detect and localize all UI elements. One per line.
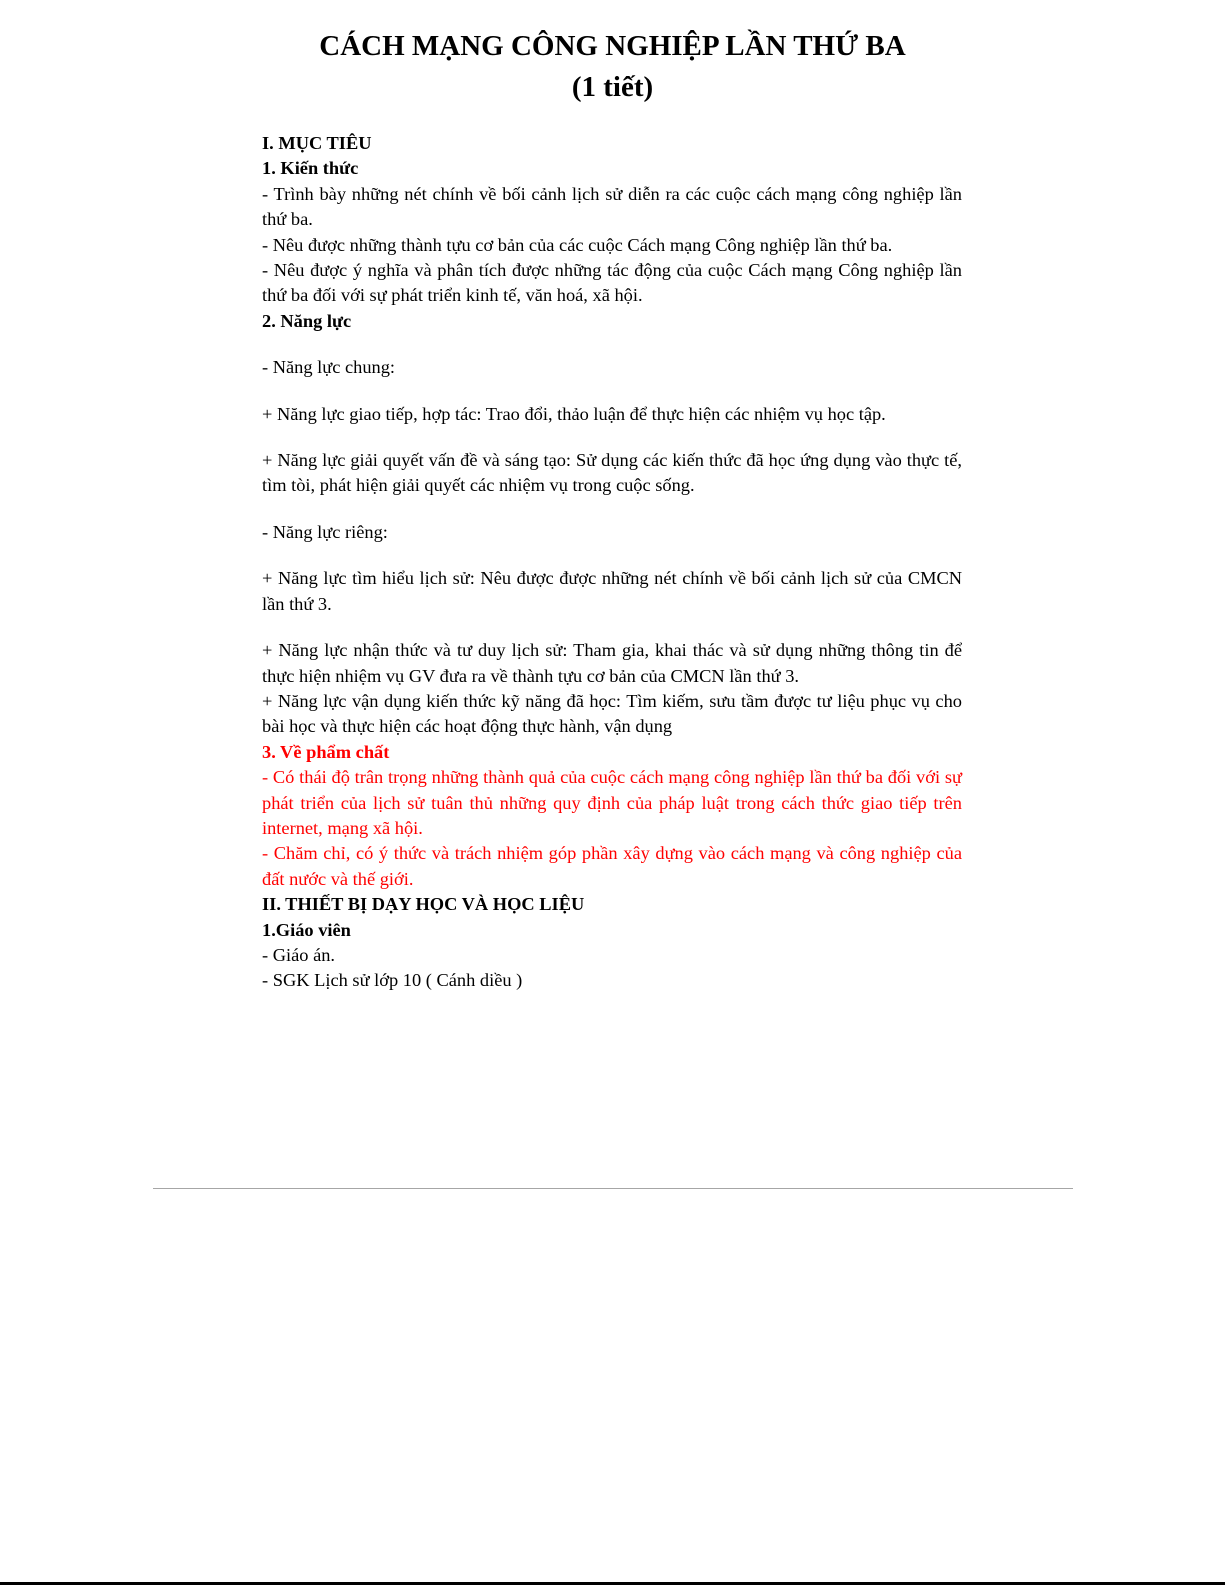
- specific-competence-label: - Năng lực riêng:: [262, 521, 388, 542]
- knowledge-item: - Trình bày những nét chính về bối cảnh lịch sử diễn ra các cuộc cách mạng công nghiệp lần thứ ba.: [262, 183, 962, 230]
- subheading-competence: 2. Năng lực: [262, 310, 352, 331]
- specific-competence-item: + Năng lực tìm hiểu lịch sử: Nêu được được những nét chính về bối cảnh lịch sử của CMCN lần thứ 3.: [262, 568, 962, 614]
- section-heading-objectives: I. MỤC TIÊU: [262, 133, 372, 153]
- general-competence-item: + Năng lực giao tiếp, hợp tác: Trao đổi, thảo luận để thực hiện các nhiệm vụ học tập.: [262, 403, 886, 424]
- teacher-item: - Giáo án.: [262, 944, 336, 965]
- knowledge-item: - Nêu được ý nghĩa và phân tích được những tác động của cuộc Cách mạng Công nghiệp lần thứ ba đối với sự phát triển kinh tế, văn hoá, xã hội.: [262, 260, 962, 306]
- quality-item: - Chăm chỉ, có ý thức và trách nhiệm góp phần xây dựng vào cách mạng và công nghiệp của đất nước và thế giới.: [262, 843, 962, 889]
- subheading-quality: 3. Về phẩm chất: [262, 741, 390, 762]
- specific-competence-item: + Năng lực vận dụng kiến thức kỹ năng đã học: Tìm kiếm, sưu tầm được tư liệu phục vụ cho bài học và thực hiện các hoạt động thực hành, vận dụng: [262, 690, 962, 737]
- general-competence-item: + Năng lực giải quyết vấn đề và sáng tạo: Sử dụng các kiến thức đã học ứng dụng vào thực tế, tìm tòi, phát hiện giải quyết các nhiệm vụ trong cuộc sống.: [262, 450, 962, 496]
- page-divider: [153, 1188, 1073, 1189]
- knowledge-item: - Nêu được những thành tựu cơ bản của các cuộc Cách mạng Công nghiệp lần thứ ba.: [262, 234, 893, 255]
- general-competence-label: - Năng lực chung:: [262, 357, 396, 378]
- specific-competence-item: + Năng lực nhận thức và tư duy lịch sử: Tham gia, khai thác và sử dụng những thông tin để thực hiện nhiệm vụ GV đưa ra về thành tựu cơ bản của CMCN lần thứ 3.: [262, 640, 962, 686]
- section-heading-equipment: II. THIẾT BỊ DẠY HỌC VÀ HỌC LIỆU: [262, 894, 585, 915]
- teacher-item: - SGK Lịch sử lớp 10 ( Cánh diều ): [262, 970, 523, 991]
- document-subtitle-duration: (1 tiết): [571, 71, 654, 103]
- document-body: [262, 131, 962, 994]
- document-title: CÁCH MẠNG CÔNG NGHIỆP LẦN THỨ BA: [319, 30, 906, 62]
- subheading-teacher: 1.Giáo viên: [262, 919, 351, 940]
- subheading-knowledge: 1. Kiến thức: [262, 158, 359, 179]
- quality-item: - Có thái độ trân trọng những thành quả của cuộc cách mạng công nghiệp lần thứ ba đối với sự phát triển của lịch sử tuân thủ những quy định của pháp luật trong cách thức giao tiếp trên internet, mạng xã hội.: [262, 767, 962, 838]
